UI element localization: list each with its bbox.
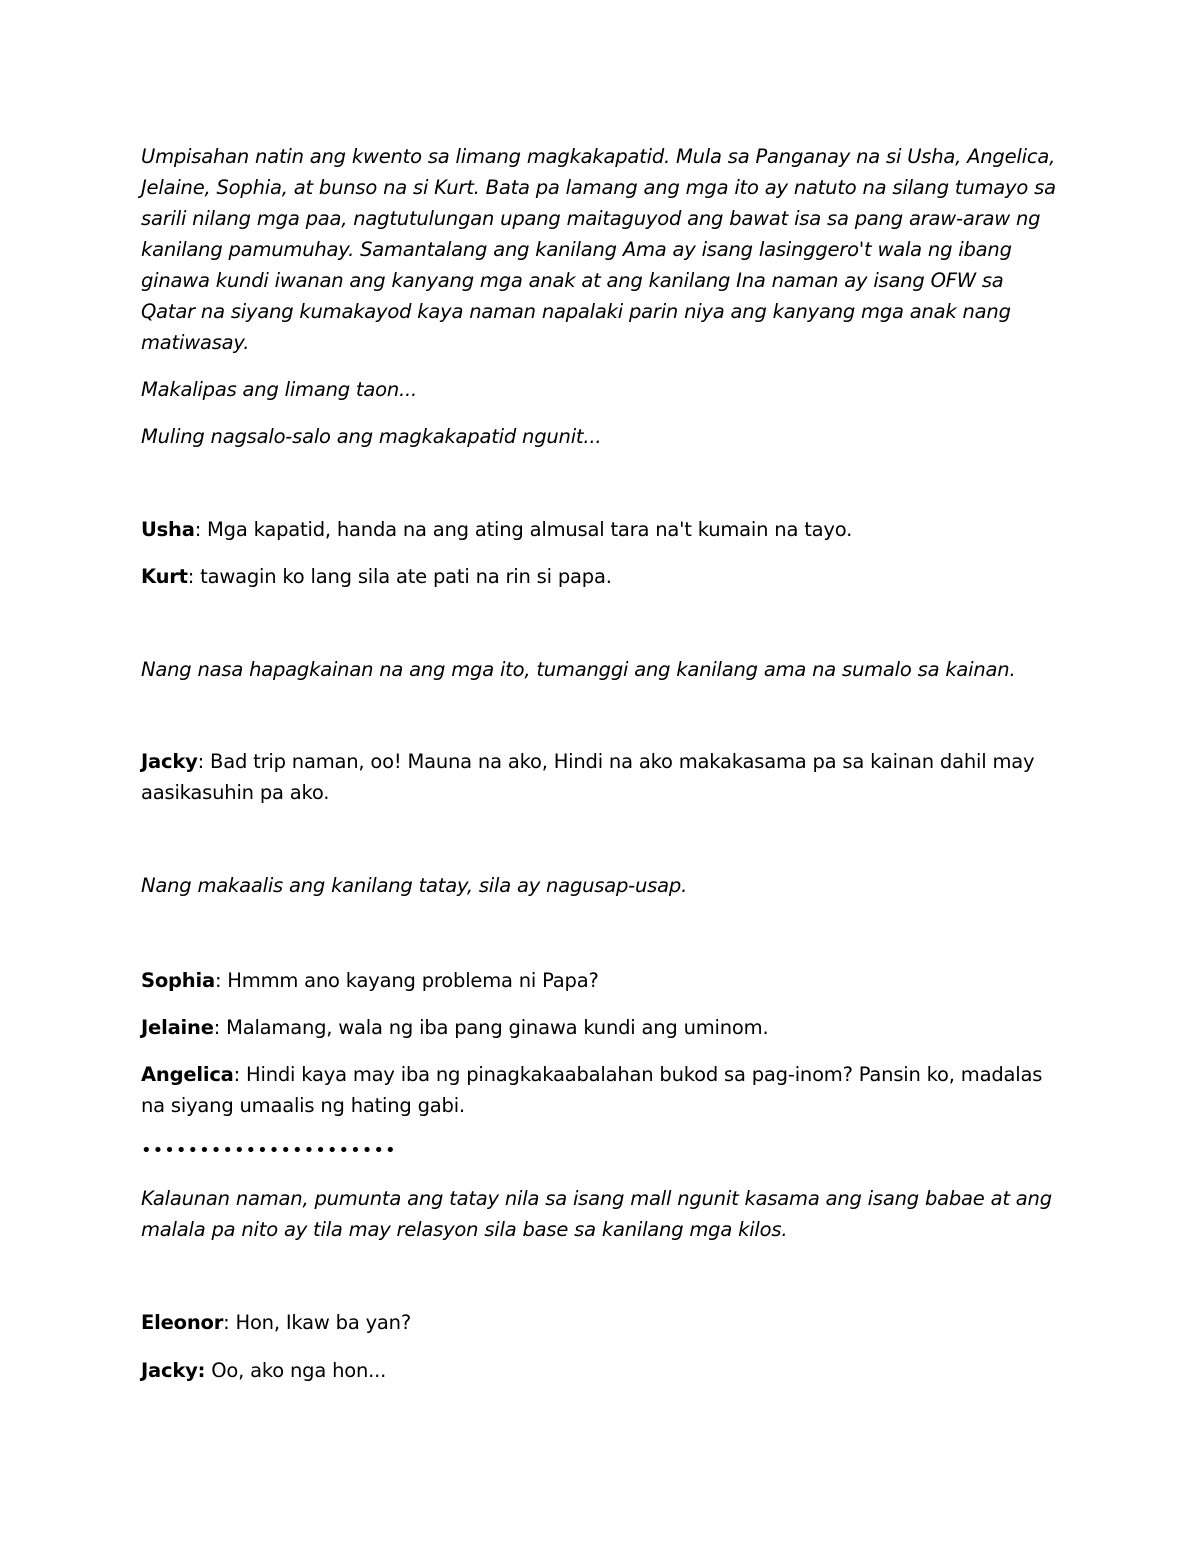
speaker-name: Angelica xyxy=(141,1063,234,1086)
narration-block-3 xyxy=(141,654,1061,685)
dialogue-text: : Malamang, wala ng iba pang ginawa kundi ang uminom. xyxy=(213,1016,769,1039)
dialogue-text: : tawagin ko lang sila ate pati na rin si papa. xyxy=(187,565,612,588)
separator-block xyxy=(141,1141,1061,1161)
narration-block-5 xyxy=(141,1183,1061,1245)
dialogue-text: : Hon, Ikaw ba yan? xyxy=(223,1311,411,1334)
narration-mall: Kalaunan naman, pumunta ang tatay nila sa isang mall ngunit kasama ang isang babae at ang malala pa nito ay tila may relasyon sila base sa kanilang mga kilos. xyxy=(141,1187,1052,1241)
dialogue-line xyxy=(141,746,1061,808)
dialogue-text: : Mga kapatid, handa na ang ating almusal tara na't kumain na tayo. xyxy=(194,518,853,541)
dot-separator: •••••••••••••••••••••• xyxy=(141,1140,397,1161)
speaker-name: Sophia xyxy=(141,969,215,992)
dialogue-line xyxy=(141,561,1061,592)
intro-block xyxy=(141,141,1061,358)
narration-dining: Nang nasa hapagkainan na ang mga ito, tumanggi ang kanilang ama na sumalo sa kainan. xyxy=(141,658,1016,681)
dialogue-line xyxy=(141,514,1061,545)
dialogue-line xyxy=(141,1355,1061,1386)
narration-block-2 xyxy=(141,421,1061,452)
narration-talk: Nang makaalis ang kanilang tatay, sila ay nagusap-usap. xyxy=(141,874,688,897)
dialogue-text: Oo, ako nga hon... xyxy=(205,1359,387,1382)
speaker-name: Jelaine xyxy=(141,1016,214,1039)
narration-block-4 xyxy=(141,870,1061,901)
intro-paragraph: Umpisahan natin ang kwento sa limang magkakapatid. Mula sa Panganay na si Usha, Angelica, Jelaine, Sophia, at bunso na si Kurt. Bata pa lamang ang mga ito ay natuto na silang tumayo sa sarili nilang mga paa, nagtutulungan upang maitaguyod ang bawat isa sa pang araw-araw ng kanilang pamumuhay. Samantalang ang kanilang Ama ay isang lasinggero't wala ng ibang ginawa kundi iwanan ang kanyang mga anak at ang kanilang Ina naman ay isang OFW sa Qatar na siyang kumakayod kaya naman napalaki parin niya ang kanyang mga anak nang matiwasay. xyxy=(141,145,1056,354)
dialogue-text: : Hmmm ano kayang problema ni Papa? xyxy=(214,969,599,992)
speaker-name: Jacky xyxy=(141,750,198,773)
dialogue-text: : Bad trip naman, oo! Mauna na ako, Hindi na ako makakasama pa sa kainan dahil may aasikasuhin pa ako. xyxy=(141,750,1035,804)
dialogue-text: : Hindi kaya may iba ng pinagkakaabalahan bukod sa pag-inom? Pansin ko, madalas na siyang umaalis ng hating gabi. xyxy=(141,1063,1043,1117)
speaker-name: Usha xyxy=(141,518,195,541)
dialogue-line xyxy=(141,1012,1061,1043)
dialogue-line xyxy=(141,1307,1061,1338)
dialogue-line xyxy=(141,965,1061,996)
narration-block-1 xyxy=(141,374,1061,405)
speaker-name: Eleonor xyxy=(141,1311,224,1334)
narration-after-five-years: Makalipas ang limang taon... xyxy=(141,378,418,401)
speaker-name: Jacky: xyxy=(141,1359,206,1382)
narration-reunion: Muling nagsalo-salo ang magkakapatid ngunit... xyxy=(141,425,602,448)
dialogue-line xyxy=(141,1059,1061,1121)
speaker-name: Kurt xyxy=(141,565,188,588)
